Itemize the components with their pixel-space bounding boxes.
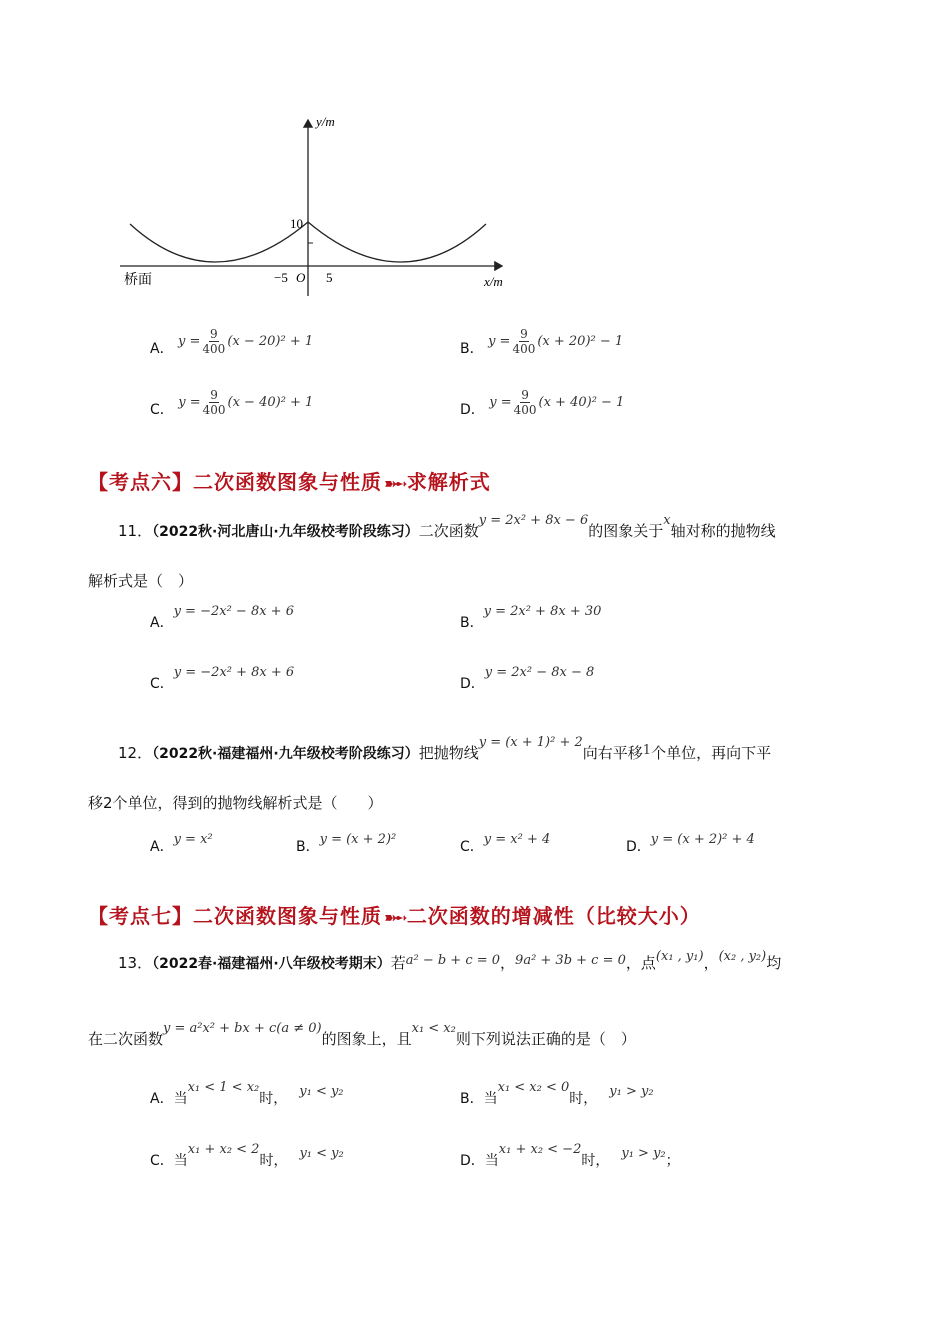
- option-letter: A．: [150, 341, 174, 357]
- q13-option-d[interactable]: D．当x₁ + x₂ < −2时， y₁ > y₂；: [460, 1142, 680, 1169]
- option-letter: B．: [460, 341, 484, 357]
- option-formula: y = $\frac{9}{400}$ (x − 40)² + 1: [178, 388, 314, 417]
- label-5: 5: [326, 270, 333, 285]
- label-10: 10: [290, 216, 303, 231]
- q10-option-a[interactable]: [150, 327, 314, 364]
- q11-option-b[interactable]: B．y = 2x² + 8x + 30: [460, 604, 602, 631]
- option-letter: D．: [460, 402, 485, 418]
- right-cable-curve: [308, 222, 486, 262]
- section-heading-7: 【考点七】二次函数图象与性质 ➽➻ 二次函数的增减性（比较大小）: [88, 904, 701, 928]
- q11-option-c[interactable]: C．y = −2x² + 8x + 6: [150, 665, 295, 692]
- q10-option-b[interactable]: [460, 327, 624, 364]
- q13-option-c[interactable]: C．当x₁ + x₂ < 2时， y₁ < y₂: [150, 1142, 344, 1169]
- section-heading-6: 【考点六】二次函数图象与性质 ➽➻ 求解析式: [88, 470, 491, 494]
- double-arrow-icon: ➽➻: [384, 474, 405, 493]
- question-12-line2: 移2个单位，得到的抛物线解析式是（ ）: [88, 794, 383, 812]
- bridge-surface-label: 桥面: [124, 272, 152, 288]
- question-13-line1: 13．（2022春·福建福州·八年级校考期末）若a² − b + c = 0，9a² + 3b + c = 0，点(x₁ , y₁)，(x₂ , y₂)均: [118, 949, 782, 972]
- q12-option-c[interactable]: C．y = x² + 4: [460, 832, 551, 855]
- question-13-line2: 在二次函数y = a²x² + bx + c(a ≠ 0)的图象上，且x₁ < x₂则下列说法正确的是（ ）: [88, 1021, 636, 1048]
- q12-option-d[interactable]: D．y = (x + 2)² + 4: [626, 832, 755, 855]
- option-formula: y = $\frac{9}{400}$ (x − 20)² + 1: [178, 327, 314, 356]
- q11-option-d[interactable]: D．y = 2x² − 8x − 8: [460, 665, 595, 692]
- option-formula: y = $\frac{9}{400}$ (x + 20)² − 1: [488, 327, 624, 356]
- bridge-figure: [110, 110, 530, 310]
- question-11-line2: 解析式是（ ）: [88, 572, 194, 590]
- y-axis-label: y/m: [316, 114, 335, 129]
- q12-option-a[interactable]: A．y = x²: [150, 832, 213, 855]
- q10-option-c[interactable]: [150, 388, 314, 425]
- option-letter: C．: [150, 402, 174, 418]
- question-11-line1: 11．（2022秋·河北唐山·九年级校考阶段练习）二次函数y = 2x² + 8x − 6的图象关于x轴对称的抛物线: [118, 513, 776, 540]
- left-cable-curve: [130, 222, 308, 262]
- x-axis-label: x/m: [484, 274, 503, 289]
- label-neg5: −5: [274, 270, 288, 285]
- option-formula: y = $\frac{9}{400}$ (x + 40)² − 1: [489, 388, 625, 417]
- q13-option-a[interactable]: A．当x₁ < 1 < x₂时， y₁ < y₂: [150, 1080, 344, 1107]
- label-origin: O: [296, 270, 306, 285]
- q12-option-b[interactable]: B．y = (x + 2)²: [296, 832, 397, 855]
- question-12-line1: 12．（2022秋·福建福州·九年级校考阶段练习）把抛物线y = (x + 1)² + 2向右平移1个单位，再向下平: [118, 735, 772, 762]
- double-arrow-icon: ➽➻: [384, 908, 405, 927]
- q13-option-b[interactable]: B．当x₁ < x₂ < 0时， y₁ > y₂: [460, 1080, 654, 1107]
- q11-option-a[interactable]: A．y = −2x² − 8x + 6: [150, 604, 294, 631]
- q10-option-d[interactable]: [460, 388, 625, 425]
